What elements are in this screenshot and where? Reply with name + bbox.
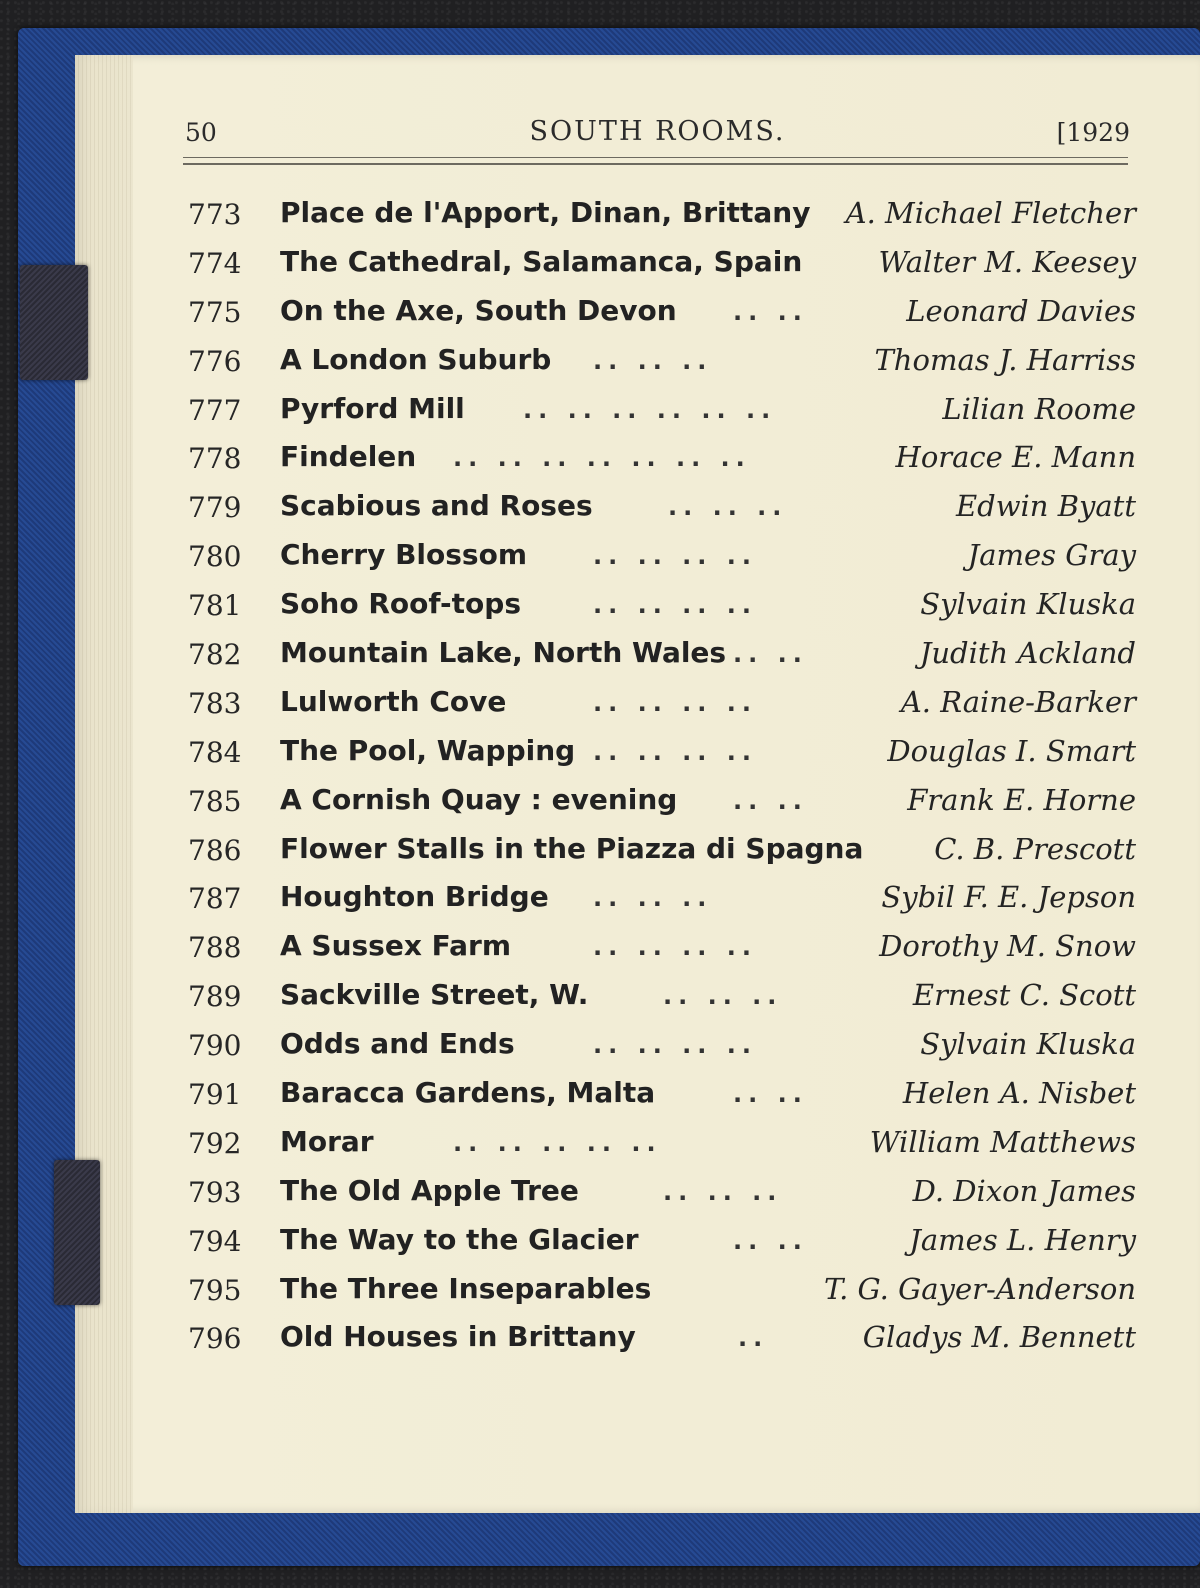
catalogue-entry (188, 679, 1136, 728)
entry-title: Flower Stalls in the Piazza di Spagna (280, 831, 864, 865)
entry-artist: Lilian Roome (942, 391, 1136, 426)
entry-artist: C. B. Prescott (934, 831, 1136, 866)
entry-title: The Three Inseparables (280, 1271, 652, 1305)
dot-leader: .. .. .. .. (593, 933, 758, 962)
entry-artist: Sylvain Kluska (920, 587, 1136, 622)
binding-clip (54, 1160, 100, 1305)
entry-title: Place de l'Apport, Dinan, Brittany (280, 196, 811, 229)
entry-artist: Edwin Byatt (955, 489, 1136, 524)
catalogue-entry (188, 923, 1136, 972)
entry-artist: Douglas I. Smart (887, 733, 1136, 768)
entry-number: 782 (188, 638, 242, 672)
dot-leader: .. .. .. .. .. .. (523, 395, 777, 424)
entry-artist: Ernest C. Scott (912, 978, 1136, 1013)
entry-artist: T. G. Gayer-Anderson (824, 1271, 1136, 1306)
entry-title: The Old Apple Tree (280, 1173, 579, 1207)
dot-leader: .. .. .. (593, 884, 713, 913)
entry-number: 774 (188, 246, 242, 280)
entry-number: 792 (188, 1126, 242, 1160)
catalogue-entry (188, 874, 1136, 923)
entry-artist: Walter M. Keesey (878, 244, 1136, 279)
dot-leader: .. .. (733, 1080, 808, 1109)
entry-number: 794 (188, 1224, 242, 1258)
catalogue-entry (188, 630, 1136, 679)
entry-title: Baracca Gardens, Malta (280, 1076, 656, 1110)
entry-number: 787 (188, 882, 242, 916)
catalogue-entry (188, 434, 1136, 483)
catalogue-entry (188, 1217, 1136, 1266)
catalogue-entry (188, 483, 1136, 532)
entry-title: Sackville Street, W. (280, 978, 589, 1012)
entry-number: 789 (188, 980, 242, 1014)
entry-title: Pyrford Mill (280, 391, 465, 425)
dot-leader: .. .. .. (663, 982, 783, 1011)
entry-number: 777 (188, 393, 242, 427)
entry-title: A Sussex Farm (280, 929, 512, 963)
dot-leader: .. .. .. .. .. .. .. (453, 444, 751, 473)
catalogue-entry (188, 337, 1136, 386)
entry-number: 783 (188, 686, 242, 720)
catalogue-entry (188, 1021, 1136, 1070)
entry-artist: James Gray (967, 538, 1136, 573)
catalogue-entry (188, 532, 1136, 581)
entry-title: Old Houses in Brittany (280, 1320, 636, 1354)
entry-artist: James L. Henry (909, 1222, 1136, 1257)
catalogue-entry (188, 1266, 1136, 1315)
entry-title: Morar (280, 1124, 374, 1158)
page-number: 50 (185, 118, 217, 147)
catalogue-entry (188, 972, 1136, 1021)
entry-title: On the Axe, South Devon (280, 293, 677, 327)
entry-title: Cherry Blossom (280, 538, 528, 572)
entry-number: 793 (188, 1175, 242, 1209)
catalogue-entry (188, 728, 1136, 777)
catalogue-entry (188, 777, 1136, 826)
dot-leader: .. .. .. .. (593, 737, 758, 766)
entry-number: 784 (188, 735, 242, 769)
entry-number: 775 (188, 295, 242, 329)
dot-leader: .. .. (733, 297, 808, 326)
entry-number: 776 (188, 344, 242, 378)
dot-leader: .. .. .. .. (593, 591, 758, 620)
dot-leader: .. .. (733, 1226, 808, 1255)
binding-clip (20, 265, 88, 380)
entry-artist: A. Raine-Barker (900, 684, 1136, 719)
entry-artist: Helen A. Nisbet (902, 1076, 1136, 1111)
entry-title: Scabious and Roses (280, 489, 593, 523)
entry-artist: William Matthews (869, 1124, 1136, 1159)
entry-artist: Horace E. Mann (895, 440, 1136, 475)
entry-artist: Thomas J. Harriss (874, 342, 1136, 377)
running-title: SOUTH ROOMS. (529, 116, 786, 147)
dot-leader: .. .. (733, 786, 808, 815)
dot-leader: .. .. .. .. (593, 688, 758, 717)
entry-artist: Sylvain Kluska (920, 1027, 1136, 1062)
catalogue-entry (188, 239, 1136, 288)
entry-artist: Dorothy M. Snow (879, 929, 1136, 964)
dot-leader: .. .. .. (593, 346, 713, 375)
catalogue-list (188, 190, 1136, 1363)
entry-number: 785 (188, 784, 242, 818)
page-header (185, 112, 1130, 152)
catalogue-entry (188, 1314, 1136, 1363)
dot-leader: .. .. .. .. (593, 542, 758, 571)
entry-artist: A. Michael Fletcher (845, 196, 1136, 230)
entry-title: Mountain Lake, North Wales (280, 636, 727, 670)
entry-title: A Cornish Quay : evening (280, 782, 678, 816)
dot-leader: .. .. .. (668, 493, 788, 522)
entry-number: 796 (188, 1322, 242, 1356)
entry-number: 795 (188, 1273, 242, 1307)
catalogue-entry (188, 1168, 1136, 1217)
entry-title: Findelen (280, 440, 417, 474)
dot-leader: .. .. (733, 640, 808, 669)
entry-artist: Sybil F. E. Jepson (881, 880, 1136, 915)
catalogue-entry (188, 190, 1136, 239)
entry-artist: Frank E. Horne (907, 782, 1136, 817)
dot-leader: .. .. .. .. .. (453, 1128, 662, 1157)
catalogue-entry (188, 288, 1136, 337)
entry-number: 779 (188, 491, 242, 525)
year-label: [1929 (1056, 118, 1130, 147)
dot-leader: .. .. .. .. (593, 1031, 758, 1060)
entry-artist: Gladys M. Bennett (862, 1320, 1136, 1355)
entry-number: 791 (188, 1078, 242, 1112)
catalogue-entry (188, 1119, 1136, 1168)
catalogue-entry (188, 826, 1136, 875)
dot-leader: .. (738, 1324, 769, 1353)
entry-title: Lulworth Cove (280, 684, 507, 718)
entry-artist: Judith Ackland (919, 636, 1136, 671)
entry-number: 786 (188, 833, 242, 867)
entry-title: The Way to the Glacier (280, 1222, 639, 1256)
entry-number: 790 (188, 1029, 242, 1063)
entry-number: 780 (188, 540, 242, 574)
entry-artist: Leonard Davies (906, 293, 1136, 328)
entry-title: Soho Roof-tops (280, 587, 521, 621)
entry-title: The Pool, Wapping (280, 733, 576, 767)
entry-title: Houghton Bridge (280, 880, 549, 914)
entry-number: 778 (188, 442, 242, 476)
entry-title: A London Suburb (280, 342, 552, 376)
header-rule (183, 163, 1128, 165)
entry-number: 773 (188, 198, 242, 231)
catalogue-entry (188, 1070, 1136, 1119)
entry-title: The Cathedral, Salamanca, Spain (280, 244, 803, 278)
catalogue-entry (188, 386, 1136, 435)
entry-number: 781 (188, 589, 242, 623)
catalogue-entry (188, 581, 1136, 630)
dot-leader: .. .. .. (663, 1177, 783, 1206)
entry-artist: D. Dixon James (912, 1173, 1136, 1208)
header-rule (183, 157, 1128, 158)
entry-title: Odds and Ends (280, 1027, 515, 1061)
entry-number: 788 (188, 931, 242, 965)
